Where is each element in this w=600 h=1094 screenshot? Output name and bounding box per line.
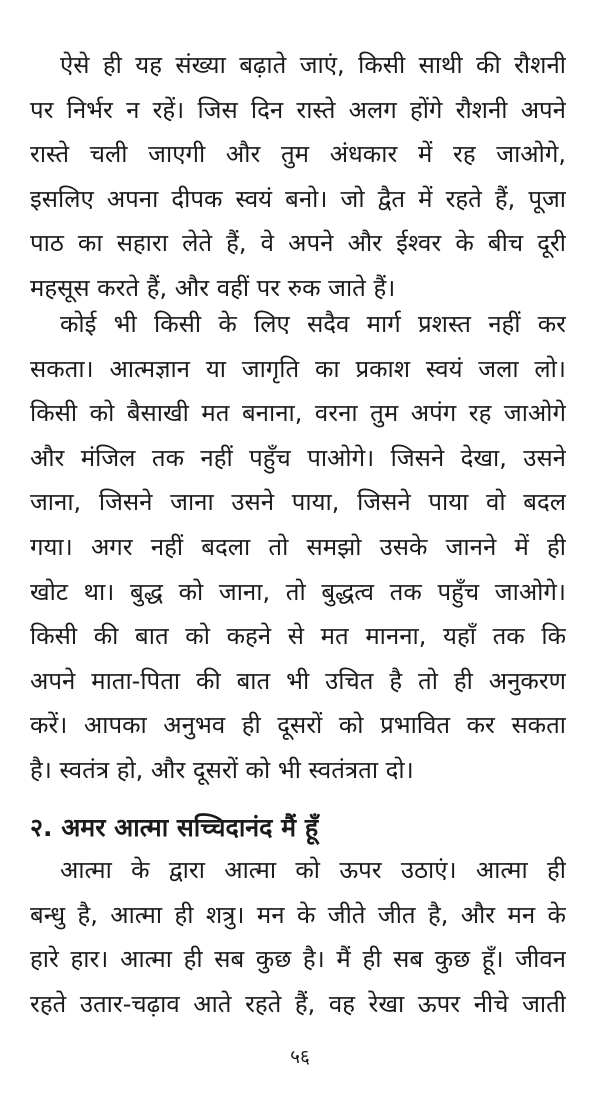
- text-line: और मंजिल तक नहीं पहुँच पाओगे। जिसने देखा, उसने: [30, 443, 566, 472]
- paragraph-2: [30, 302, 566, 793]
- text-line: इसलिए अपना दीपक स्वयं बनो। जो द्वैत में रहते हैं, पूजा: [30, 184, 566, 213]
- page-number: ५६: [290, 1046, 310, 1068]
- text-line: कोई भी किसी के लिए सदैव मार्ग प्रशस्त नहीं कर: [60, 310, 566, 338]
- text-line: ऐसे ही यह संख्या बढ़ाते जाएं, किसी साथी की रौशनी: [60, 51, 566, 79]
- text-line: खोट था। बुद्ध को जाना, तो बुद्धत्व तक पहुँच जाओगे।: [30, 577, 566, 606]
- text-line: गया। अगर नहीं बदला तो समझो उसके जानने में ही: [30, 532, 566, 561]
- text-line: अपने माता-पिता की बात भी उचित है तो ही अनुकरण: [30, 666, 566, 695]
- text-line: किसी को बैसाखी मत बनाना, वरना तुम अपंग रह जाओगे: [30, 399, 566, 428]
- text-line: हारे हार। आत्मा ही सब कुछ है। मैं ही सब कुछ हूँ। जीवन: [30, 945, 566, 974]
- section-heading: २. अमर आत्मा सच्चिदानंद मैं हूँ: [30, 813, 319, 842]
- text-line: रहते उतार-चढ़ाव आते रहते हैं, वह रेखा ऊपर नीचे जाती: [30, 989, 566, 1018]
- text-line: आत्मा के द्वारा आत्मा को ऊपर उठाएं। आत्मा ही: [60, 856, 566, 884]
- text-line: रास्ते चली जाएगी और तुम अंधकार में रह जाओगे,: [30, 140, 566, 169]
- text-line: पाठ का सहारा लेते हैं, वे अपने और ईश्वर के बीच दूरी: [30, 229, 566, 258]
- text-line: जाना, जिसने जाना उसने पाया, जिसने पाया वो बदल: [30, 488, 566, 517]
- paragraph-3: [30, 848, 566, 1026]
- text-line: सकता। आत्मज्ञान या जागृति का प्रकाश स्वयं जला लो।: [30, 354, 566, 383]
- paragraph-1: [30, 43, 566, 311]
- text-line: है। स्वतंत्र हो, और दूसरों को भी स्वतंत्रता दो।: [30, 755, 414, 784]
- text-line: महसूस करते हैं, और वहीं पर रुक जाते हैं।: [30, 273, 396, 302]
- text-line: किसी की बात को कहने से मत मानना, यहाँ तक कि: [30, 622, 566, 651]
- text-line: करें। आपका अनुभव ही दूसरों को प्रभावित कर सकता: [30, 711, 566, 740]
- text-line: बन्धु है, आत्मा ही शत्रु। मन के जीते जीत है, और मन के: [30, 900, 566, 929]
- text-line: पर निर्भर न रहें। जिस दिन रास्ते अलग होंगे रौशनी अपने: [30, 95, 566, 124]
